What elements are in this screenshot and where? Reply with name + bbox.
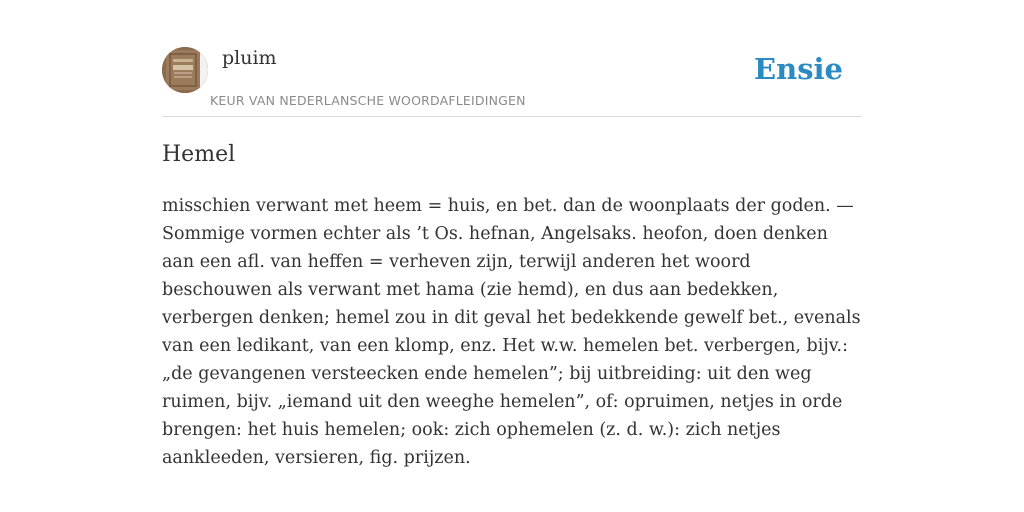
source-name[interactable]: KEUR VAN NEDERLANSCHE WOORDAFLEIDINGEN (210, 93, 526, 108)
header (162, 40, 862, 117)
entry-definition: misschien verwant met heem = huis, en bet. dan de woonplaats der goden. — Sommige vormen echter als ’t Os. hefnan, Angelsaks. heofon, doen denken aan een afl. van heffen = verheven zijn, terwijl anderen het woord beschouwen als verwant met hama (zie hemd), en dus aan bedekken, verbergen denken; hemel zou in dit geval het bedekkende gewelf bet., evenals van een ledikant, van een klomp, enz. Het w.w. hemelen bet. verbergen, bijv.: „de gevangenen versteecken ende hemelen”; bij uitbreiding: uit den weg ruimen, bijv. „iemand uit den weeghe hemelen”, of: opruimen, netjes in orde brengen: het huis hemelen; ook: zich ophemelen (z. d. w.): zich netjes aankleeden, versieren, fig. prijzen. (162, 196, 861, 468)
entry-title: Hemel (162, 142, 236, 167)
book-cover-avatar-icon[interactable] (162, 47, 208, 93)
brand-logo[interactable]: Ensie (754, 52, 843, 86)
username-link[interactable]: pluim (222, 47, 277, 69)
